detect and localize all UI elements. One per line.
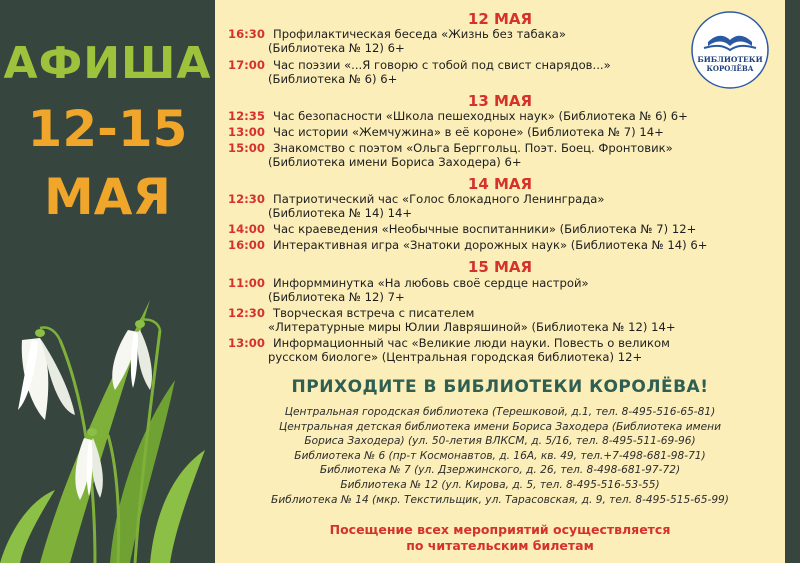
library-line: Библиотека № 14 (мкр. Текстильщик, ул. Тарасовская, д. 9, тел. 8-495-515-65-99) bbox=[271, 493, 729, 506]
library-line: Библиотека № 7 (ул. Дзержинского, д. 26, тел. 8-498-681-97-72) bbox=[319, 464, 681, 477]
day-heading-15: 15 МАЯ bbox=[467, 258, 533, 276]
event-text: Интерактивная игра «Знатоки дорожных наук» (Библиотека № 14) 6+ bbox=[273, 238, 708, 252]
library-line: Центральная детская библиотека имени Бориса Заходера (Библиотека имени bbox=[279, 420, 721, 433]
day-heading-14: 14 МАЯ bbox=[467, 175, 533, 193]
event-text-cont: (Библиотека имени Бориса Заходера) 6+ bbox=[268, 155, 522, 169]
event-text: Профилактическая беседа «Жизнь без табака» bbox=[273, 27, 566, 41]
event-text: Час безопасности «Школа пешеходных наук» (Библиотека № 6) 6+ bbox=[273, 109, 688, 123]
admission-notice bbox=[215, 522, 785, 554]
event-text: Знакомство с поэтом «Ольга Берггольц. Поэт. Боец. Фронтовик» bbox=[273, 141, 673, 155]
event-text-cont: «Литературные миры Юлии Лавряшиной» (Библиотека № 12) 14+ bbox=[268, 320, 676, 334]
notice-line: Посещение всех мероприятий осуществляется bbox=[329, 522, 671, 537]
event-time: 15:00 bbox=[228, 141, 265, 155]
event-time: 17:00 bbox=[228, 58, 265, 72]
event-text: Творческая встреча с писателем bbox=[273, 306, 475, 320]
event-text-cont: (Библиотека № 12) 6+ bbox=[268, 41, 405, 55]
event-time: 13:00 bbox=[228, 125, 265, 139]
event-time: 13:00 bbox=[228, 336, 265, 350]
library-line: Библиотека № 12 (ул. Кирова, д. 5, тел. 8-495-516-53-55) bbox=[340, 478, 660, 491]
event-text: Информационный час «Великие люди науки. Повесть о великом bbox=[273, 336, 670, 350]
event-text: Информминутка «На любовь своё сердце настрой» bbox=[273, 276, 589, 290]
event-text-cont: (Библиотека № 12) 7+ bbox=[268, 290, 405, 304]
event-text: Патриотический час «Голос блокадного Ленинграда» bbox=[273, 192, 605, 206]
event-time: 12:30 bbox=[228, 306, 265, 320]
notice-line: по читательским билетам bbox=[406, 538, 594, 553]
event-text: Час краеведения «Необычные воспитанники» (Библиотека № 7) 12+ bbox=[273, 222, 697, 236]
day-heading-13: 13 МАЯ bbox=[467, 92, 533, 110]
snowdrop-flowers-illustration bbox=[0, 260, 215, 563]
event-time: 12:35 bbox=[228, 109, 265, 123]
left-panel bbox=[0, 0, 215, 563]
event-time: 16:00 bbox=[228, 238, 265, 252]
logo-text-line1: БИБЛИОТЕКИ bbox=[697, 55, 763, 64]
slogan-heading: ПРИХОДИТЕ В БИБЛИОТЕКИ КОРОЛЁВА! bbox=[291, 377, 709, 397]
library-line: Центральная городская библиотека (Терешковой, д.1, тел. 8-495-516-65-81) bbox=[284, 406, 716, 418]
event-text-cont: (Библиотека № 6) 6+ bbox=[268, 72, 398, 86]
event-time: 14:00 bbox=[228, 222, 265, 236]
library-line: Библиотека № 6 (пр-т Космонавтов, д. 16А, кв. 49, тел.+7-498-681-98-71) bbox=[294, 449, 706, 462]
afisha-title: АФИША bbox=[3, 38, 212, 89]
event-text: Час истории «Жемчужина» в её короне» (Библиотека № 7) 14+ bbox=[273, 125, 664, 139]
event-time: 16:30 bbox=[228, 27, 265, 41]
event-text-cont: русском биологе» (Центральная городская библиотека) 12+ bbox=[268, 350, 643, 364]
logo-text-line2: КОРОЛЁВА bbox=[706, 64, 754, 73]
library-line: Бориса Заходера) (ул. 50-летия ВЛКСМ, д. 5/16, тел. 8-495-511-69-96) bbox=[304, 435, 696, 448]
dates-title: 12-15 bbox=[27, 100, 188, 158]
event-text-cont: (Библиотека № 14) 14+ bbox=[268, 206, 413, 220]
day-heading-12: 12 МАЯ bbox=[467, 10, 533, 28]
event-text: Час поэзии «...Я говорю с тобой под свист снарядов...» bbox=[273, 58, 611, 72]
event-time: 11:00 bbox=[228, 276, 265, 290]
libraries-address-list bbox=[215, 405, 785, 507]
month-title: МАЯ bbox=[44, 168, 171, 226]
event-time: 12:30 bbox=[228, 192, 265, 206]
right-border bbox=[785, 0, 800, 563]
